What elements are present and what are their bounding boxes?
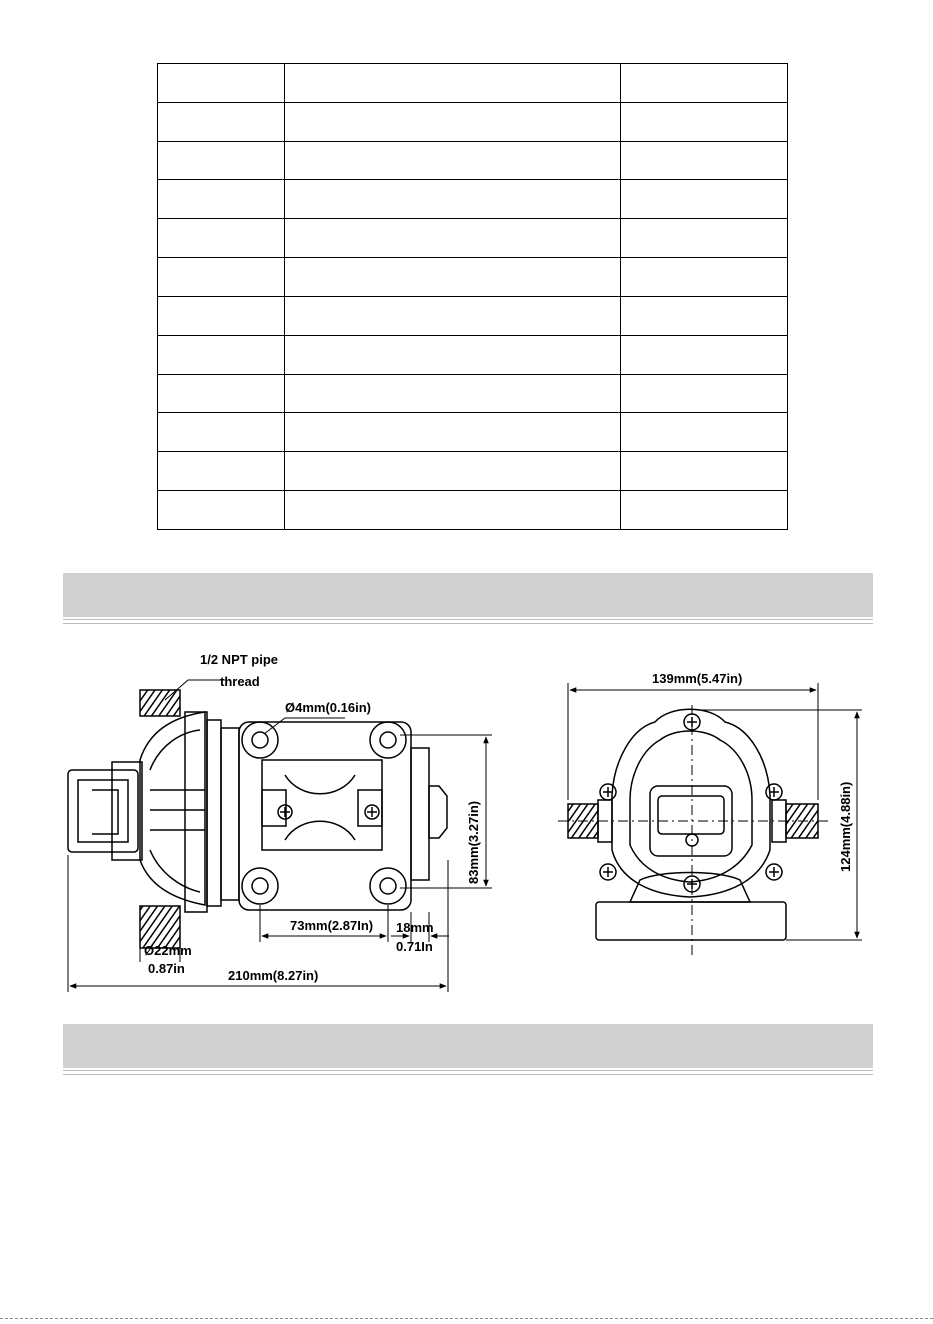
thread-label-line1: 1/2 NPT pipe <box>200 652 279 667</box>
height-label: 83mm(3.27in) <box>466 800 481 884</box>
offset-label-line2: 0.71In <box>396 939 433 954</box>
offset-label-line1: 18mm <box>396 920 434 935</box>
end-height-label: 124mm(4.88in) <box>838 781 853 872</box>
width-label: 139mm(5.47in) <box>652 671 743 686</box>
pump-end-view <box>568 709 818 940</box>
thread-label-line2: thread <box>220 674 260 689</box>
hole-diameter-label: Ø4mm(0.16in) <box>285 700 371 715</box>
port-diameter-label-line2: 0.87in <box>148 961 185 976</box>
pump-side-view <box>68 690 447 948</box>
overall-length-label: 210mm(8.27in) <box>228 968 319 983</box>
port-diameter-label-line1: Ø22mm <box>144 943 192 958</box>
page-bottom-rule <box>0 1318 933 1319</box>
section-divider-2 <box>63 1070 873 1075</box>
section-header-next <box>63 1024 873 1068</box>
spacing-label: 73mm(2.87In) <box>290 918 374 933</box>
side-view-labels <box>144 652 481 983</box>
